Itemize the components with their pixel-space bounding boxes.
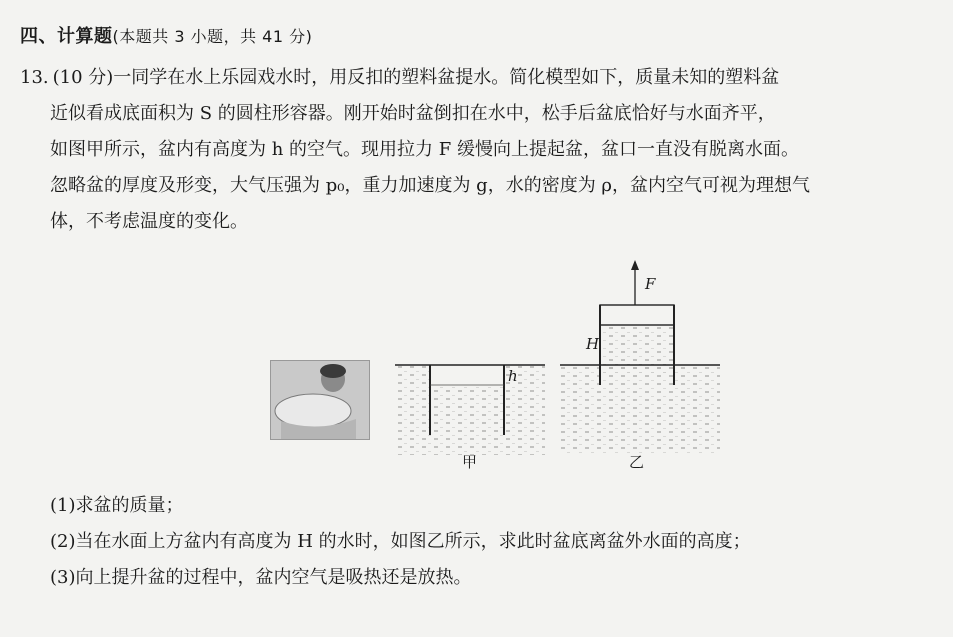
question-3: (3)向上提升盆的过程中，盆内空气是吸热还是放热。 bbox=[50, 567, 472, 588]
label-yi: 乙 bbox=[629, 453, 645, 471]
label-F: F bbox=[645, 275, 656, 293]
figures-area bbox=[0, 255, 953, 485]
problem-line-1 bbox=[20, 60, 935, 96]
problem-line-4: 忽略盆的厚度及形变，大气压强为 p₀，重力加速度为 g，水的密度为 ρ，盆内空气可视为理想气 bbox=[50, 175, 811, 196]
section-title-text: 四、计算题 bbox=[20, 26, 113, 47]
question-1: (1)求盆的质量； bbox=[50, 495, 184, 516]
photo-person-basin bbox=[270, 360, 370, 440]
person-basin-illustration bbox=[271, 361, 369, 439]
section-note: (本题共 3 小题，共 41 分) bbox=[112, 27, 313, 46]
figure-yi bbox=[560, 260, 720, 455]
problem-number: 13. bbox=[20, 67, 49, 88]
problem-line-5: 体，不考虑温度的变化。 bbox=[50, 211, 248, 232]
problem-13 bbox=[20, 60, 935, 240]
label-H: H bbox=[586, 335, 600, 353]
question-2: (2)当在水面上方盆内有高度为 H 的水时，如图乙所示，求此时盆底离盆外水面的高度； bbox=[50, 531, 751, 552]
problem-line-1-text: (10 分)一同学在水上乐园戏水时，用反扣的塑料盆提水。简化模型如下，质量未知的塑料盆 bbox=[52, 67, 780, 88]
figure-jia bbox=[385, 355, 545, 455]
section-title bbox=[20, 22, 312, 48]
label-h: h bbox=[508, 367, 518, 385]
problem-line-3: 如图甲所示，盆内有高度为 h 的空气。现用拉力 F 缓慢向上提起盆，盆口一直没有脱离水面。 bbox=[50, 139, 799, 160]
force-arrow-head bbox=[631, 260, 639, 270]
problem-line-2: 近似看成底面积为 S 的圆柱形容器。刚开始时盆倒扣在水中，松手后盆底恰好与水面齐平， bbox=[50, 103, 776, 124]
label-jia: 甲 bbox=[462, 453, 478, 471]
